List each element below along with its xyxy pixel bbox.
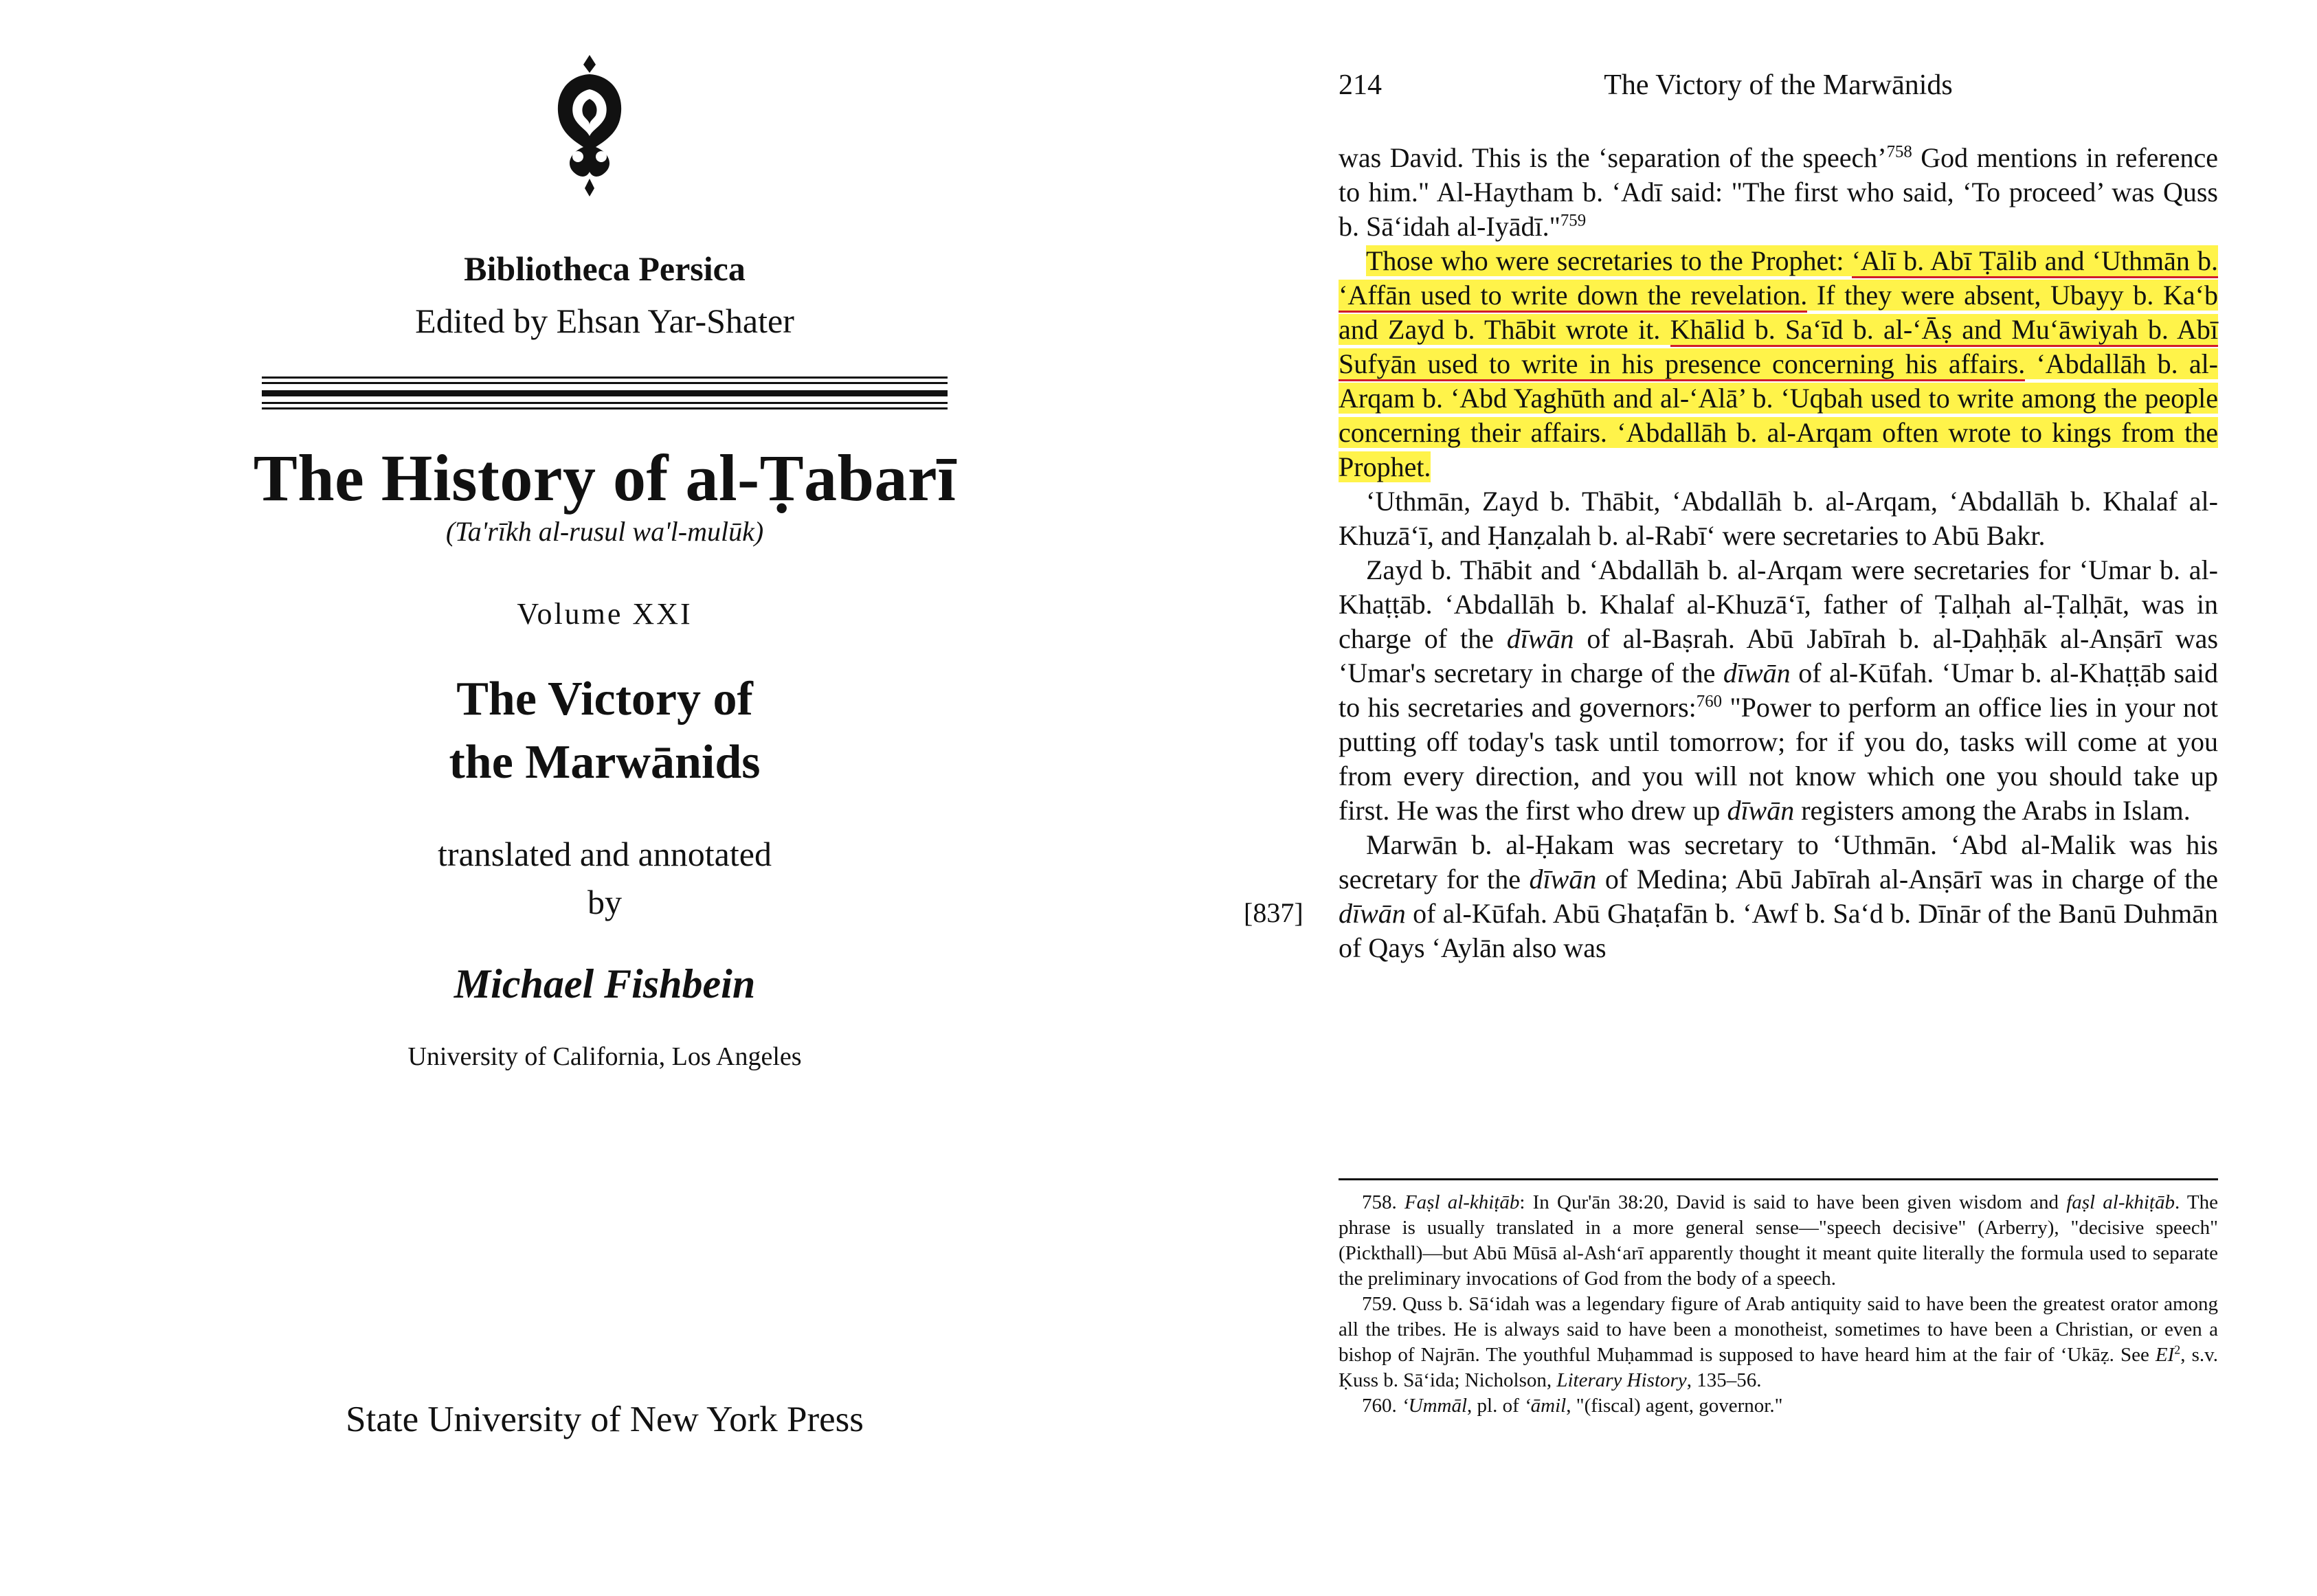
italic-term: ‘Ummāl: [1402, 1395, 1468, 1417]
paragraph: [1339, 828, 2218, 965]
title-page: [0, 0, 1158, 1596]
text-run: "Power to perform an office lies in your not putting off today's task until tomorrow; for if you do, tasks will come at you from every direction, and you will not know which one you should take up first. He was the first who drew up: [1339, 692, 2219, 826]
text-run: of al-Baṣrah. Abū Jabīrah b. al-Ḍaḥḥāk al-Anṣārī was ‘Umar's secretary in charge of the: [1339, 623, 2219, 688]
book-title: [247, 668, 962, 794]
italic-term: faṣl al-khiṭāb: [2066, 1191, 2175, 1213]
text-run: If they were absent, Ubayy b. Ka‘b and Zayd b. Thābit wrote it.: [1339, 280, 2218, 345]
text-run: , 135–56.: [1686, 1369, 1762, 1391]
footnote-divider: [1339, 1178, 2218, 1180]
text-run: , pl. of: [1467, 1395, 1525, 1417]
footnote: [1339, 1292, 2218, 1393]
translator-credit: [247, 830, 962, 926]
highlighted-paragraph: [1339, 244, 2218, 484]
footnote-number: 758.: [1362, 1191, 1404, 1213]
book-title-line: The Victory of: [456, 673, 753, 726]
italic-term: dīwān: [1506, 623, 1574, 654]
text-run: ‘Abdallāh b. al-Arqam b. ‘Abd Yaghūth and al-‘Alā’ b. ‘Uqbah used to write among the people concerning their affairs. ‘Abdallāh b. al-Arqam often wrote to kings from the Prophet.: [1339, 348, 2219, 482]
text-run: : In Qur'ān 38:20, David is said to have been given wisdom and: [1519, 1191, 2067, 1213]
publisher: State University of New York Press: [346, 1400, 864, 1439]
running-title: The Victory of the Marwānids: [1604, 69, 1953, 101]
text-run: of al-Kūfah. Abū Ghaṭafān b. ‘Awf b. Sa‘d b. Dīnār of the Banū Duhmān of Qays ‘Aylān also was: [1339, 898, 2218, 963]
underlined-text: Khālid b. Sa‘īd b. al-‘Āṣ and Mu‘āwiyah b. Abī Sufyān used to write in his presence concerning his affairs.: [1339, 314, 2218, 381]
paragraph: ‘Uthmān, Zayd b. Thābit, ‘Abdallāh b. al-Arqam, ‘Abdallāh b. Khalaf al-Khuzā‘ī, and Ḥanẓalah b. al-Rabī‘ were secretaries to Abū Bakr.: [1339, 486, 2218, 551]
footnote-ref: 758: [1886, 142, 1912, 161]
series-editor: Edited by Ehsan Yar-Shater: [415, 302, 794, 340]
credit-line: by: [587, 883, 622, 921]
text-page: [1158, 0, 2317, 1596]
credit-line: translated and annotated: [438, 835, 772, 873]
text-run: Those who were secretaries to the Prophet:: [1366, 245, 1852, 276]
italic-term: Literary History: [1556, 1369, 1687, 1391]
translator-name: Michael Fishbein: [454, 961, 756, 1007]
footnote-number: 760.: [1362, 1395, 1402, 1417]
paragraph: [1339, 553, 2218, 828]
italic-term: dīwān: [1727, 795, 1795, 826]
footnotes: [1339, 1190, 2218, 1419]
italic-term: dīwān: [1339, 898, 1406, 929]
text-run: , "(fiscal) agent, governor.": [1566, 1395, 1783, 1417]
paragraph: [1339, 141, 2218, 244]
highlight: [1339, 245, 2218, 482]
volume-number: Volume XXI: [517, 597, 693, 631]
footnote-number: 759.: [1362, 1293, 1403, 1315]
text-run: God mentions in reference to him." Al-Haytham b. ‘Adī said: "The first who said, ‘To proceed’ was Quss b. Sā‘idah al-Iyādī.": [1339, 142, 2218, 242]
text-run: Quss b. Sā‘idah was a legendary figure of Arab antiquity said to have been the greatest orator among all the tribes. He is always said to have been a monotheist, sometimes to have been a Christian, or even a bishop of Najrān. The youthful Muḥammad is supposed to have heard him at the fair of ‘Ukāẓ. See: [1339, 1293, 2218, 1366]
italic-term: Faṣl al-khiṭāb: [1404, 1191, 1520, 1213]
main-text: [1339, 141, 2218, 965]
page-number: 214: [1339, 69, 1382, 101]
original-title: (Ta'rīkh al-rusul wa'l-mulūk): [445, 516, 764, 547]
italic-term: EI: [2155, 1344, 2175, 1366]
text-run: was David. This is the ‘separation of the speech’: [1339, 142, 1887, 173]
decorative-rules: [262, 376, 948, 415]
margin-reference: [837]: [1244, 897, 1303, 928]
footnote: [1339, 1393, 2218, 1419]
superscript: 2: [2174, 1342, 2181, 1357]
book-title-line: the Marwānids: [449, 736, 761, 789]
text-run: registers among the Arabs in Islam.: [1794, 795, 2191, 826]
text-run: Marwān b. al-Ḥakam was secretary to ‘Uthmān. ‘Abd al-Malik was his secretary for the: [1339, 829, 2218, 895]
text-run: of Medina; Abū Jabīrah al-Anṣārī was in charge of the: [1596, 864, 2218, 895]
main-title: The History of al-Ṭabarī: [253, 441, 956, 515]
text-run: Zayd b. Thābit and ‘Abdallāh b. al-Arqam were secretaries for ‘Umar b. al-Khaṭṭāb. ‘Abdallāh b. Khalaf al-Khuzā‘ī, father of Ṭalḥah al-Ṭalḥāt, was in charge of the: [1339, 554, 2218, 654]
series-name: Bibliotheca Persica: [464, 249, 746, 288]
translator-affiliation: University of California, Los Angeles: [407, 1042, 802, 1071]
italic-term: ‘āmil: [1524, 1395, 1567, 1417]
underlined-text: ‘Alī b. Abī Ṭālib and ‘Uthmān b. ‘Affān used to write down the revelation.: [1339, 245, 2218, 313]
text-run: , s.v. Ḳuss b. Sā‘ida; Nicholson,: [1339, 1344, 2218, 1391]
text-run: . The phrase is usually translated in a more general sense—"speech decisive" (Arberry), "decisive speech" (Pickthall)—but Abū Mūsā al-Ash‘arī apparently thought it meant quite literally the formula used to separate the preliminary invocations of God from the body of a speech.: [1339, 1191, 2219, 1290]
footnote-ref: 759: [1560, 211, 1587, 230]
footnote: [1339, 1190, 2218, 1292]
italic-term: dīwān: [1723, 657, 1791, 688]
italic-term: dīwān: [1529, 864, 1597, 895]
footnote-ref: 760: [1696, 692, 1722, 711]
persian-ornament-icon: [552, 54, 627, 198]
text-run: of al-Kūfah. ‘Umar b. al-Khaṭṭāb said to his secretaries and governors:: [1339, 657, 2218, 723]
